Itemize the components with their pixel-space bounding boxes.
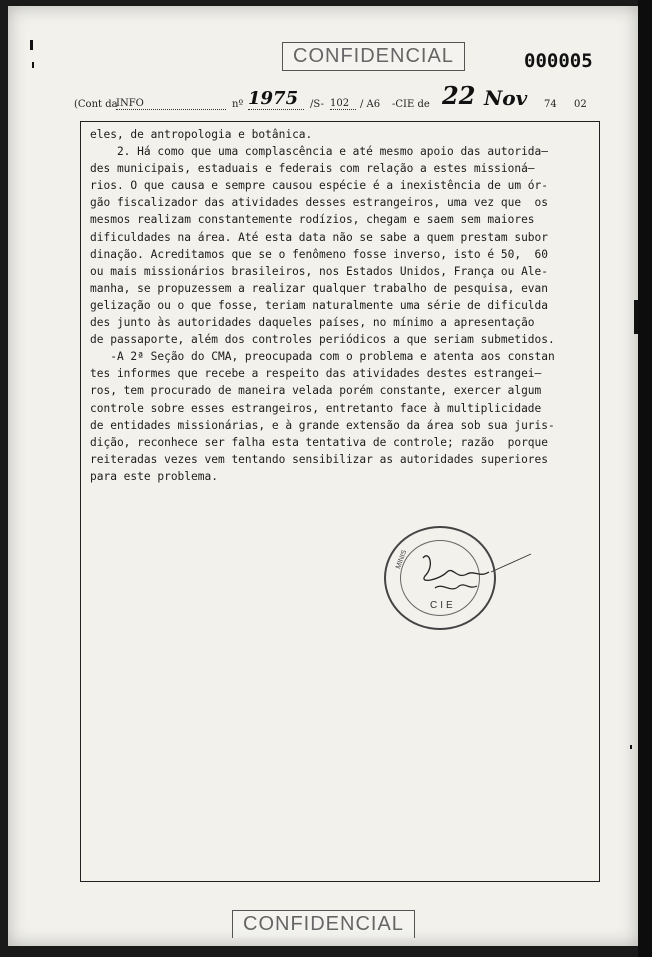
- body-line: dinação. Acreditamos que se o fenômeno fosse inverso, isto é 50, 60: [90, 247, 549, 261]
- body-line: controle sobre esses estrangeiros, entretanto face à multiplicidade: [90, 401, 542, 415]
- body-line: manha, se propuzessem a realizar qualquer trabalho de pesquisa, evan: [90, 281, 549, 295]
- body-line: gelização ou o que fosse, teriam naturalmente uma série de dificulda: [90, 298, 549, 312]
- header-series: / A6: [360, 99, 381, 110]
- header-no-label: nº: [232, 99, 244, 110]
- document-header: [74, 81, 614, 112]
- body-line: dição, reconhece ser falha esta tentativa de controle; razão porque: [90, 435, 549, 449]
- body-line: ou mais missionários brasileiros, nos Estados Unidos, França ou Ale-: [90, 264, 549, 278]
- seal-side-text: MINIS: [395, 549, 409, 570]
- scan-speck: [30, 40, 33, 50]
- body-line: de entidades missionárias, e à grande extensão da área sob sua juris-: [90, 418, 555, 432]
- scan-speck: [630, 745, 632, 749]
- header-no-value: 1975: [248, 88, 304, 110]
- body-line: reiteradas vezes vem tentando sensibilizar as autoridades superiores: [90, 452, 549, 466]
- header-prefix: (Cont da: [74, 99, 118, 110]
- body-line: para este problema.: [90, 469, 218, 483]
- body-line: eles, de antropologia e botânica.: [90, 128, 313, 141]
- body-text: [90, 126, 600, 485]
- body-line: rios. O que causa e sempre causou espécie é a inexistência de um ór-: [90, 179, 549, 193]
- header-date-year: 74: [544, 99, 557, 110]
- scan-speck: [32, 62, 34, 68]
- header-doc-type: INFO: [116, 98, 226, 110]
- body-line: dificuldades na área. Até esta data não se sabe a quem prestam subor: [90, 230, 549, 244]
- header-date-day: 22: [442, 81, 476, 110]
- body-line: gão fiscalizador das atividades desses estrangeiros, uma vez que os: [90, 196, 549, 210]
- body-line: -A 2ª Seção do CMA, preocupada com o problema e atenta aos constan: [90, 350, 555, 364]
- header-cie-label: -CIE de: [392, 99, 430, 110]
- header-s-label: /S-: [310, 99, 324, 110]
- body-line: tes informes que recebe a respeito das atividades destes estrangei—: [90, 367, 542, 381]
- body-line: mesmos realizam constantemente rodízios, chegam e saem sem maiores: [90, 213, 535, 227]
- header-page: 02: [574, 99, 587, 110]
- body-line: 2. Há como que uma complascência e até mesmo apoio das autorida—: [90, 145, 549, 159]
- scan-edge: [638, 0, 652, 957]
- body-line: des junto às autoridades daqueles países, no mínimo a apresentação: [90, 316, 535, 330]
- confidential-stamp-bottom: CONFIDENCIAL: [232, 910, 415, 938]
- body-line: des municipais, estaduais e federais com relação a estes missioná—: [90, 162, 535, 176]
- body-line: de passaporte, além dos controles periódicos a que seriam submetidos.: [90, 333, 555, 347]
- seal-text: CIE: [430, 600, 456, 611]
- signature: [395, 536, 535, 616]
- header-date-month: Nov: [484, 86, 528, 110]
- body-line: ros, tem procurado de maneira velada porém constante, exercer algum: [90, 384, 542, 398]
- header-s-value: 102: [330, 98, 356, 110]
- scan-speck: [634, 300, 638, 334]
- document-number: 000005: [524, 50, 593, 72]
- confidential-stamp-top: CONFIDENCIAL: [282, 42, 465, 71]
